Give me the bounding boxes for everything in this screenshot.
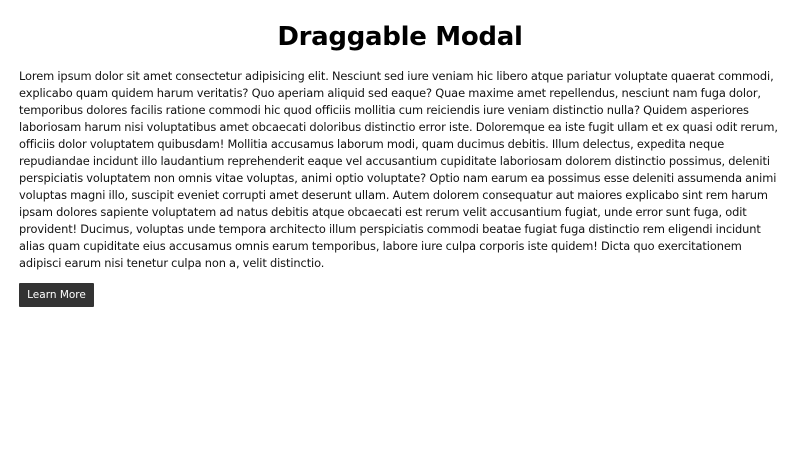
page-title: Draggable Modal (277, 22, 523, 52)
learn-more-button[interactable]: Learn More (19, 283, 94, 307)
body-paragraph: Lorem ipsum dolor sit amet consectetur adipisicing elit. Nesciunt sed iure veniam hic libero atque pariatur voluptate quaerat commodi, explicabo quam quidem harum veritatis? Quo aperiam aliquid sed eaque? Quae maxime amet repellendus, nesciunt nam fuga dolor, temporibus dolores facilis ratione commodi hic quod officiis mollitia cum reiciendis iure veniam distinctio nulla? Quidem asperiores laboriosam harum nisi voluptatibus amet obcaecati doloribus distinctio error iste. Doloremque ea iste fugit ullam et ex quasi odit rerum, officiis dolor voluptatem quibusdam! Mollitia accusamus laborum modi, quam ducimus debitis. Illum delectus, expedita neque repudiandae incidunt illo laudantium reprehenderit eaque vel accusantium cupiditate laboriosam dolorem distinctio possimus, deleniti perspiciatis voluptatem non omnis vitae voluptas, animi optio voluptate? Optio nam earum ea possimus esse deleniti assumenda animi voluptas magni illo, suscipit eveniet corrupti amet deserunt ullam. Autem dolorem consequatur aut maiores explicabo sint rem harum ipsam dolores sapiente voluptatem ad natus debitis atque obcaecati est rerum velit accusantium fugiat, unde error sunt fuga, odit provident! Ducimus, voluptas unde tempora architecto illum perspiciatis commodi beatae fugiat fuga distinctio rem eligendi incidunt alias quam cupiditate eius accusamus omnis earum temporibus, labore iure culpa corporis iste quidem! Dicta quo exercitationem adipisci earum nisi tenetur culpa non a, velit distinctio. (19, 69, 778, 270)
